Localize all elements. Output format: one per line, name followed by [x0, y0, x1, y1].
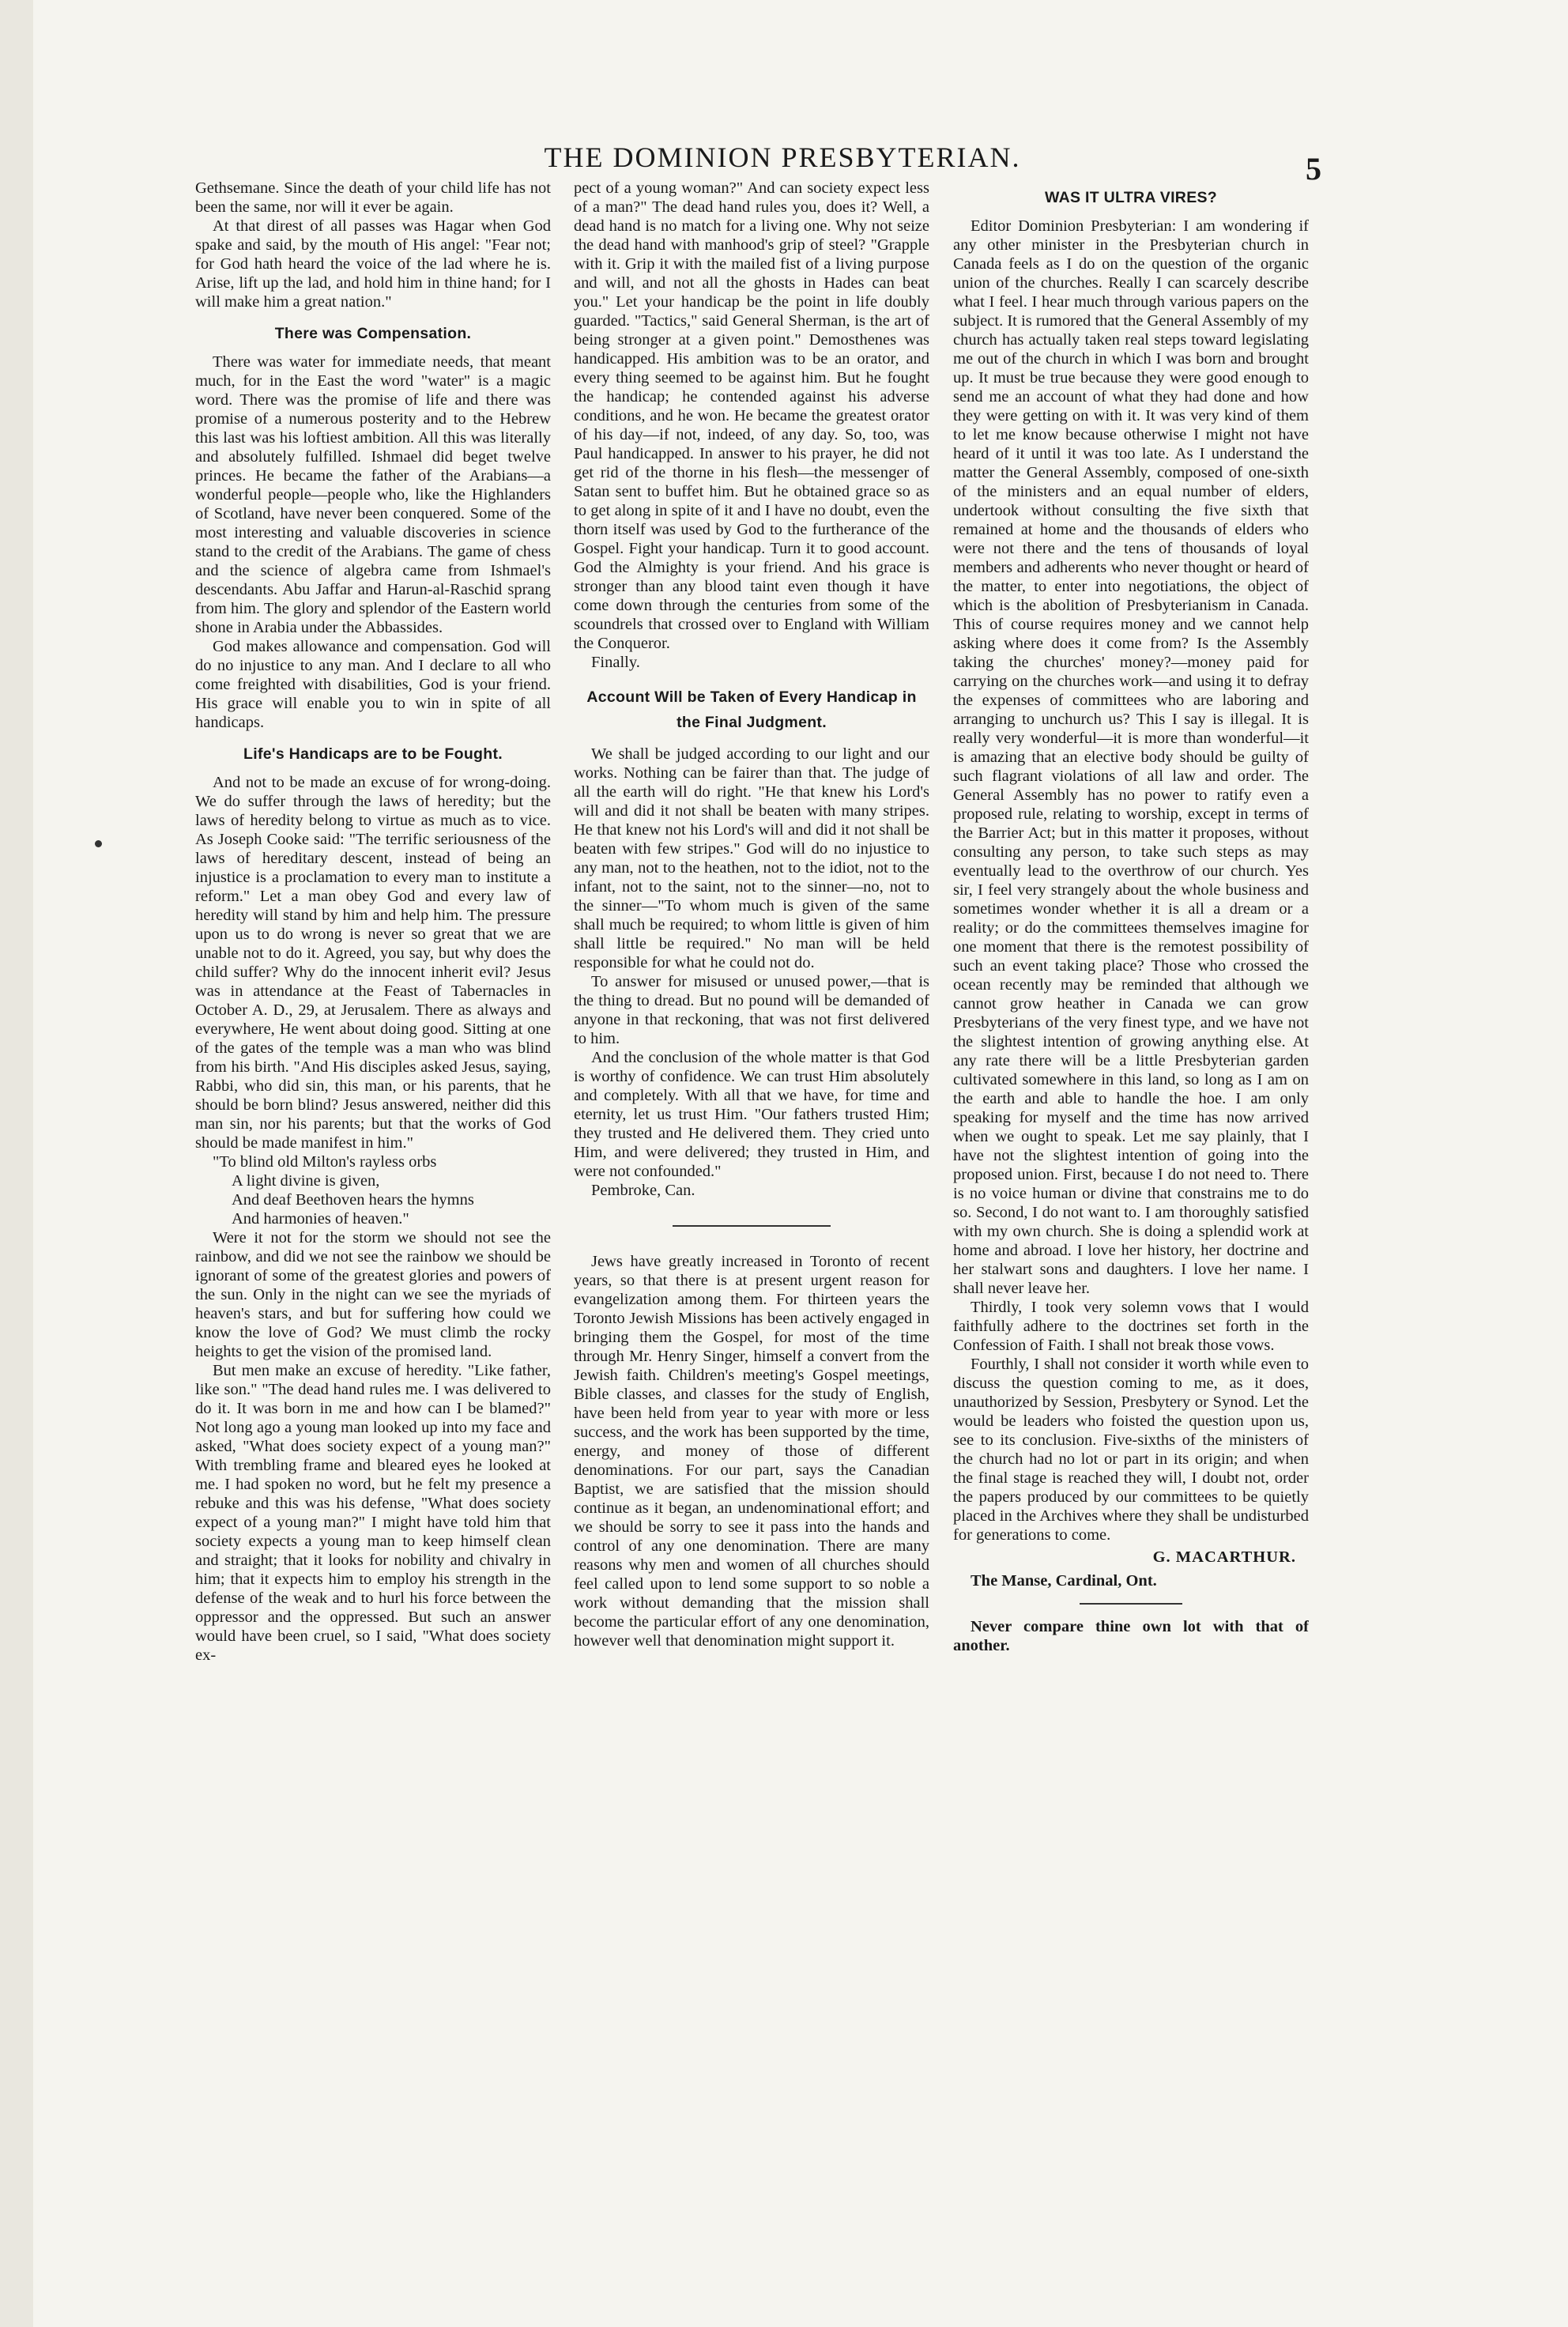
- divider-rule: [673, 1225, 831, 1227]
- paragraph: There was water for immediate needs, that meant much, for in the East the word "water" is a magic word. There was the promise of life and there was promise of a numerous posterity and to the Hebrew this last was his loftiest ambition. All this was literally and absolutely fulfilled. Ishmael did beget twelve princes. He became the father of the Arabians—a wonderful people—people who, like the Highlanders of Scotland, have never been conquered. Some of the most interesting and valuable discoveries in science stand to the credit of the Arabians. The game of chess and the science of algebra came from Ishmael's descendants. Abu Jaffar and Harun-al-Raschid sprang from him. The glory and splendor of the Eastern world shone in Arabia under the Abbassides.: [195, 353, 551, 636]
- page-number: 5: [1306, 151, 1321, 187]
- paragraph: And the conclusion of the whole matter is that God is worthy of confidence. We can trust Him absolutely and completely. With all that we have, for time and eternity, let us trust Him. "Our fathers trusted Him; they trusted and He delivered them. They cried unto Him, and were delivered; they trusted in Him, and were not confounded.": [574, 1049, 929, 1180]
- paragraph: To answer for misused or unused power,—that is the thing to dread. But no pound will be demanded of anyone in that reckoning, that was not first delivered to him.: [574, 973, 929, 1047]
- poem-line: And harmonies of heaven.": [232, 1210, 409, 1228]
- page-edge: [0, 0, 33, 2327]
- paragraph: And not to be made an excuse of for wrong-doing. We do suffer through the laws of heredity; but the laws of heredity belong to virtue as much as to vice. As Joseph Cooke said: "The terrific seriousness of the laws of hereditary descent, instead of being an injustice is a proclamation to every man to institute a reform." Let a man obey God and every law of heredity will stand by him and help him. The pressure upon us to do wrong is never so great that we are unable not to do it. Agreed, you say, but why does the child suffer? Why do the innocent inherit evil? Jesus was in attendance at the Feast of Tabernacles in October A. D., 29, at Jerusalem. There as always and everywhere, He went about doing good. Sitting at one of the gates of the temple was a man who was blind from his birth. "And His disciples asked Jesus, saying, Rabbi, who did sin, this man, or his parents, that he should be born blind? Jesus answered, neither did this man sin, nor his parents; but that the works of God should be made manifest in him.": [195, 774, 551, 1152]
- closing-maxim: Never compare thine own lot with that of another.: [953, 1618, 1309, 1654]
- paragraph: Jews have greatly increased in Toronto of recent years, so that there is at present urgent reason for evangelization among them. For thirteen years the Toronto Jewish Missions has been actively engaged in bringing them the Gospel, for most of the time through Mr. Henry Singer, himself a convert from the Jewish faith. Children's meeting's Gospel meetings, Bible classes, and classes for the study of English, have been held from year to year with more or less success, and the work has been supported by the time, energy, and money of those of different denominations. For our part, says the Canadian Baptist, we are satisfied that the mission should continue as it began, an undenominational effort; and we should be sorry to see it pass into the hands and control of any one denomination. There are many reasons why men and women of all churches should feel called upon to lend some support to so noble a work without demanding that the mission shall become the particular effort of any one denomination, however well that denomination might support it.: [574, 1253, 929, 1650]
- paragraph: Fourthly, I shall not consider it worth while even to discuss the question coming to me, as it does, unauthorized by Session, Presbytery or Synod. Let the would be leaders who foisted the question upon us, see to its conclusion. Five-sixths of the ministers of the church had no lot or part in its origin; and when the final stage is reached they will, I doubt not, order the papers produced by our committees to be quietly placed in the Archives where they shall be undisturbed for generations to come.: [953, 1356, 1309, 1544]
- paragraph: At that direst of all passes was Hagar when God spake and said, by the mouth of His angel: "Fear not; for God hath heard the voice of the lad where he is. Arise, lift up the lad, and hold him in thine hand; for I will make him a great nation.": [195, 217, 551, 311]
- paragraph: Gethsemane. Since the death of your child life has not been the same, nor will it ever be again.: [195, 179, 551, 216]
- poem-line: "To blind old Milton's rayless orbs: [213, 1153, 437, 1171]
- masthead: THE DOMINION PRESBYTERIAN.: [544, 141, 1021, 173]
- paragraph: pect of a young woman?" And can society expect less of a man?" The dead hand rules you, does it? Well, a dead hand is no match for a living one. Why not seize the dead hand with manhood's grip of steel? "Grapple with it. Grip it with the mailed fist of a living purpose and will, and not all the ghosts in Hades can beat you." Let your handicap be the point in life doubly guarded. "Tactics," said General Sherman, is the art of being stronger at a given point." Demosthenes was handicapped. His ambition was to be an orator, and every thing seemed to be against him. But he fought the handicap; he contended against his adverse conditions, and he won. He became the greatest orator of his day—if not, indeed, of any day. So, too, was Paul handicapped. In answer to his prayer, he did not get rid of the thorne in his flesh—the messenger of Satan sent to buffet him. But he obtained grace so as to get along in spite of it and I have no doubt, even the thorn itself was used by God to the furtherance of the Gospel. Fight your handicap. Turn it to good account. God the Almighty is your friend. And his grace is stronger than any blood taint even though it have come down through the centuries from some of the scoundrels that crossed over to England with William the Conqueror.: [574, 179, 929, 652]
- poem-line: A light divine is given,: [232, 1172, 380, 1190]
- poem-line: And deaf Beethoven hears the hymns: [232, 1191, 474, 1209]
- divider-rule: [1080, 1603, 1182, 1605]
- section-heading: WAS IT ULTRA VIRES?: [1044, 189, 1218, 206]
- poem-quote: [213, 1152, 551, 1228]
- column-1: [195, 179, 551, 2155]
- paragraph: Thirdly, I took very solemn vows that I would faithfully adhere to the doctrines set forth in the Confession of Faith. I shall not break those vows.: [953, 1299, 1309, 1354]
- column-2: [574, 179, 929, 2155]
- section-heading: There was Compensation.: [274, 325, 472, 342]
- paragraph: Were it not for the storm we should not see the rainbow, and did we not see the rainbow we should be ignorant of some of the greatest glories and powers of the sun. Only in the night can we see the myriads of heaven's stars, and but for suffering how could we know the love of God? We must climb the rocky heights to get the vision of the promised land.: [195, 1229, 551, 1360]
- dateline: Pembroke, Can.: [591, 1182, 695, 1199]
- sign-off-address: The Manse, Cardinal, Ont.: [971, 1572, 1157, 1590]
- column-3: [953, 179, 1309, 2155]
- signature: G. MACARTHUR.: [1152, 1548, 1296, 1566]
- section-heading: Account Will be Taken of Every Handicap in the Final Judgment.: [586, 688, 917, 731]
- section-heading: Life's Handicaps are to be Fought.: [243, 745, 503, 763]
- ink-speck: [95, 840, 102, 847]
- paragraph: God makes allowance and compensation. God will do no injustice to any man. And I declare to all who come freighted with disabilities, God is your friend. His grace will enable you to win in spite of all handicaps.: [195, 638, 551, 731]
- paragraph: We shall be judged according to our light and our works. Nothing can be fairer than that. The judge of all the earth will do right. "He that knew his Lord's will and did it not shall be beaten with many stripes. He that knew not his Lord's will and did it not shall be beaten with few stripes." God will do no injustice to any man, not to the heathen, not to the idiot, not to the infant, not to the saint, not to the sinner—no, not to the sinner—"To whom much is given of the same shall much be required; to whom little is given of him shall little be required." No man will be held responsible for what he could not do.: [574, 745, 929, 971]
- paragraph: But men make an excuse of heredity. "Like father, like son." "The dead hand rules me. I was delivered to do it. It was born in me and how can I be blamed?" Not long ago a young man looked up into my face and asked, "What does society expect of a young man?" With trembling frame and bleared eyes he looked at me. I had spoken no word, but he felt my presence a rebuke and this was his defense, "What does society expect of a young man?" I might have told him that society expects a young man to keep himself clean and straight; that it looks for nobility and chivalry in him; that it expects him to employ his strength in the defense of the weak and to hurl his force between the oppressor and the oppressed. But such an answer would have been cruel, so I said, "What does society ex-: [195, 1362, 551, 1664]
- paragraph: Finally.: [591, 654, 640, 671]
- paragraph: Editor Dominion Presbyterian: I am wondering if any other minister in the Presbyterian church in Canada feels as I do on the question of the organic union of the churches. Really I can scarcely describe what I feel. I hear much through various papers on the subject. It is rumored that the General Assembly of my church has actually taken real steps toward legislating me out of the church in which I was born and brought up. It must be true because they were good enough to send me an account of what they had done and how they were getting on with it. It was very kind of them to let me know because otherwise I might not have heard of it until it was too late. As I understand the matter the General Assembly, composed of one-sixth of the ministers and an equal number of elders, undertook without consulting the five sixth that remained at home and the thousands of elders who were not there and the tens of thousands of loyal members and adherents who never thought or heard of the matter, to enter into negotiations, the object of which is the abolition of Presbyterianism in Canada. This of course requires money and we cannot help asking where does it come from? Is the Assembly taking the churches' money?—money paid for carrying on the churches work—and using it to defray the expenses of committees who are laboring and arranging to unchurch us? This I say is illegal. It is really very wonderful—it is more than wonderful—it is amazing that an elective body should be guilty of such flagrant violations of all law and order. The General Assembly has no power to ratify even a proposed rule, relating to worship, except in terms of the Barrier Act; but in this matter it proposes, without consulting any person, to take such steps as may eventually lead to the overthrow of our church. Yes sir, I feel very strangely about the whole business and sometimes wonder whether it is all a dream or a reality; or do the committees themselves imagine for one moment that there is the remotest possibility of such an event taking place? Those who crossed the ocean recently may be reminded that although we cannot grow heather in Canada we can grow Presbyterians of the very finest type, and we have not the slightest intention of growing anything else. At any rate there will be a little Presbyterian garden cultivated somewhere in this land, so long as I am on the earth and able to handle the hoe. I am only speaking for myself and the time has now arrived when we ought to speak. Let me say plainly, that I have not the slightest intention of going into the proposed union. First, because I do not need to. There is no voice human or divine that constrains me to do so. Second, I do not want to. I am thoroughly satisfied with my own church. She is doing a splendid work at home and abroad. I love her history, her doctrine and her stalwart sons and daughters. I love her name. I shall never leave her.: [953, 217, 1309, 1297]
